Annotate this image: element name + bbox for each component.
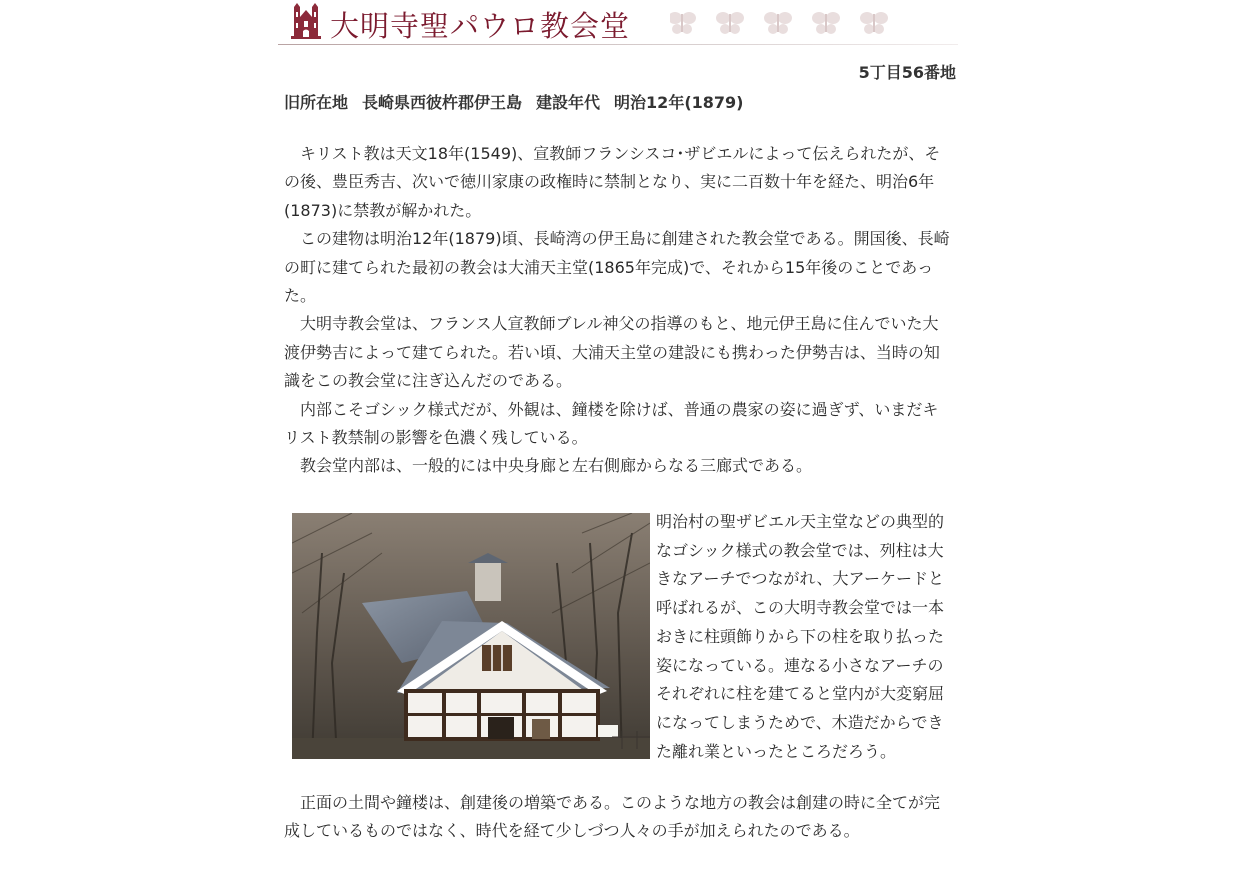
church-icon	[288, 3, 324, 41]
photo-caption-text	[656, 508, 956, 766]
header-divider	[278, 44, 958, 45]
page-title: 大明寺聖パウロ教会堂	[330, 9, 631, 43]
church-photo-image	[292, 513, 650, 759]
address: 5丁目56番地	[858, 63, 956, 82]
description-body	[284, 140, 954, 481]
paragraph: 内部こそゴシック様式だが、外観は、鐘楼を除けば、普通の農家の姿に過ぎず、いまだキリスト教禁制の影響を色濃く残している。	[284, 399, 939, 448]
former-location-label: 旧所在地	[284, 93, 349, 112]
paragraph: キリスト教は天文18年(1549)、宣教師フランシスコ･ザビエルによって伝えられたが、その後、豊臣秀吉、次いで徳川家康の政権時に禁制となり、実に二百数十年を経た、明治6年(1873)に禁教が解かれた。	[284, 144, 941, 220]
paragraph: 正面の土間や鐘楼は、創建後の増築である。このような地方の教会は創建の時に全てが完成しているものではなく、時代を経て少しづつ人々の手が加えられたのである。	[284, 793, 941, 841]
paragraph: 大明寺教会堂は、フランス人宣教師ブレル神父の指導のもと、地元伊王島に住んでいた大渡伊勢吉によって建てられた。若い頃、大浦天主堂の建設にも携わった伊勢吉は、当時の知識をこの教会堂に注ぎ込んだのである。	[284, 314, 940, 391]
former-location-value: 長崎県西彼杵郡伊王島	[362, 93, 523, 112]
paragraph: この建物は明治12年(1879)頃、長崎湾の伊王島に創建された教会堂である。開国後、長崎の町に建てられた最初の教会は大浦天主堂(1865年完成)で、それから15年後のことであった。	[284, 229, 950, 306]
built-label: 建設年代	[536, 93, 601, 112]
closing-text	[284, 789, 954, 846]
paragraph: 教会堂内部は、一般的には中央身廊と左右側廊からなる三廊式である。	[300, 456, 813, 476]
built-value: 明治12年(1879)	[614, 93, 744, 112]
page-header	[278, 0, 958, 48]
paragraph: 明治村の聖ザビエル天主堂などの典型的なゴシック様式の教会堂では、列柱は大きなアーチでつながれ、大アーケードと呼ばれるが、この大明寺教会堂では一本おきに柱頭飾りから下の柱を取り払った姿になっている。連なる小さなアーチのそれぞれに柱を建てると堂内が大変窮屈になってしまうためで、木造だからできた離れ業といったところだろう。	[656, 512, 945, 761]
church-photo	[292, 513, 650, 759]
location-info	[284, 90, 757, 113]
butterfly-ornament	[670, 6, 920, 40]
